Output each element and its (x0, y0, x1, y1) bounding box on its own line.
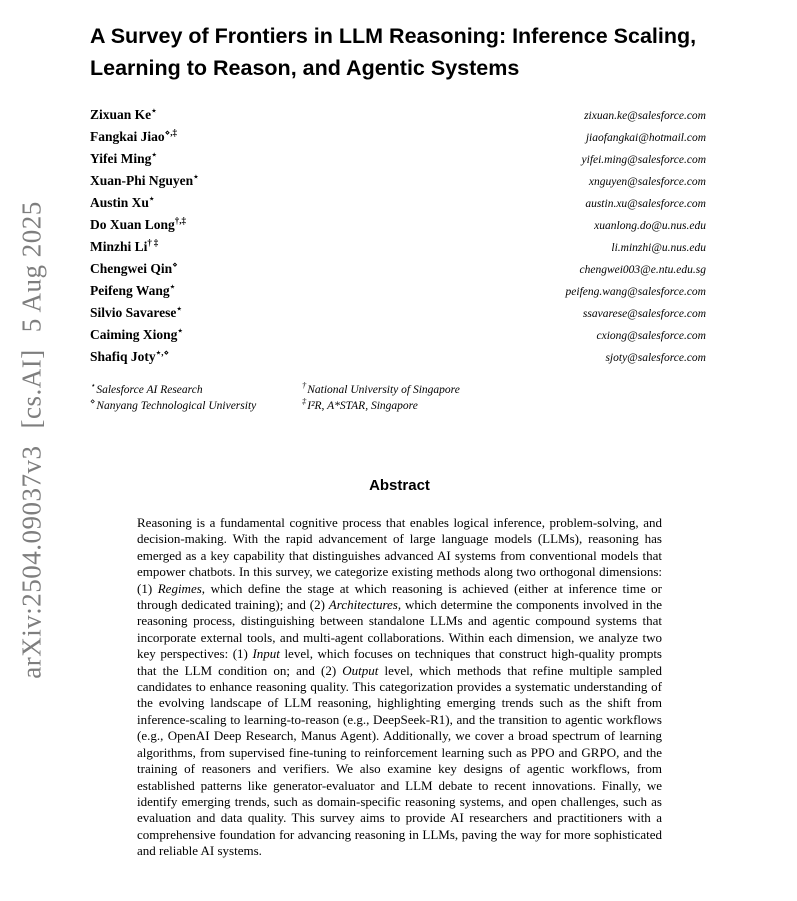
author-email: ssavarese@salesforce.com (582, 308, 706, 320)
author-affiliation-marks: ⋆ (176, 303, 183, 314)
abstract-text (137, 515, 662, 860)
arxiv-watermark (17, 201, 48, 678)
author-name-text: Peifeng Wang (90, 283, 170, 298)
author-affiliation-marks: ⋄ (172, 259, 178, 270)
author-affiliation-marks: ⋆ (169, 281, 176, 292)
author-affiliation-marks: † ‡ (147, 237, 159, 248)
author-name (90, 195, 155, 211)
arxiv-date: 5 Aug 2025 (16, 201, 47, 333)
author-email: li.minzhi@u.nus.edu (611, 242, 706, 254)
abstract-segment: , which define the stage at which reasoning is achieved (either at inference time or through dedicated training); and (2) (137, 580, 662, 613)
affiliation (302, 380, 570, 398)
author-affiliation-marks: ⋆ (151, 105, 157, 116)
author-name-text: Yifei Ming (90, 151, 152, 166)
author-row (90, 173, 706, 195)
affiliation-mark: ‡ (302, 395, 307, 406)
author-email: austin.xu@salesforce.com (585, 198, 706, 210)
affiliation-text: Salesforce AI Research (96, 384, 203, 396)
author-name-text: Austin Xu (90, 195, 149, 210)
author-name (90, 151, 157, 167)
author-affiliation-marks: ⋆ (177, 325, 184, 336)
author-name (90, 217, 186, 233)
author-name (90, 107, 157, 123)
affiliation (90, 380, 302, 398)
author-name-text: Xuan-Phi Nguyen (90, 173, 194, 188)
author-affiliation-marks: ⋆ (148, 193, 155, 204)
author-affiliation-marks: ⋆ (151, 149, 158, 160)
author-email: sjoty@salesforce.com (605, 352, 706, 364)
abstract-segment: level, which focuses on techniques that construct high-quality prompts that the LLM condition on; and (2) (137, 646, 662, 678)
author-row (90, 327, 706, 349)
author-affiliation-marks: ⋆,⋄ (155, 347, 170, 358)
author-email: xuanlong.do@u.nus.edu (594, 220, 706, 232)
author-email: cxiong@salesforce.com (596, 330, 706, 342)
affiliation-mark: † (302, 380, 307, 391)
abstract-segment-italic: Regimes (157, 580, 202, 596)
abstract-segment: level, which methods that refine multiple sampled candidates to enhance reasoning quality. This categorization provides a systematic understanding of the evolving landscape of LLM reasoning, highlighting emerging trends such as the shift from inference-scaling to learning-to-reason (e.g., DeepSeek-R1), and the transition to agentic workflows (e.g., OpenAI Deep Research, Manus Agent). Additionally, we cover a broad spectrum of learning algorithms, from supervised fine-tuning to reinforcement learning such as PPO and GRPO, and the training of reasoners and verifiers. We also examine key designs of agentic workflows, from established patterns like generator-evaluator and LLM debate to recent innovations. Finally, we identify emerging trends, such as domain-specific reasoning systems, and open challenges, such as evaluation and data quality. This survey aims to provide AI researchers and practitioners with a comprehensive foundation for advancing reasoning in LLMs, paving the way for more sophisticated and reliable AI systems. (137, 662, 663, 859)
author-row (90, 217, 706, 239)
abstract-segment-italic: Architectures (328, 597, 398, 613)
author-row (90, 239, 706, 261)
author-affiliation-marks: †,‡ (174, 215, 187, 226)
abstract-segment: Reasoning is a fundamental cognitive process that enables logical inference, problem-solving, and decision-making. With the rapid advancement of large language models (LLMs), reasoning has emerged as a key capability that distinguishes advanced AI systems from conventional models that empower chatbots. In this survey, we categorize existing methods along two orthogonal dimensions: (1) (137, 515, 662, 596)
paper-title: A Survey of Frontiers in LLM Reasoning: Inference Scaling, Learning to Reason, and Agentic Systems (90, 24, 697, 80)
author-name (90, 327, 183, 343)
abstract-heading: Abstract (369, 477, 430, 494)
author-row (90, 261, 706, 283)
author-name (90, 173, 199, 189)
author-name (90, 261, 178, 277)
affiliation-list (90, 380, 570, 413)
author-row (90, 129, 706, 151)
author-row (90, 349, 706, 371)
abstract-segment-italic: Input (252, 646, 280, 662)
author-list (90, 107, 706, 371)
affiliation-mark: ⋆ (90, 380, 96, 391)
author-name-text: Silvio Savarese (90, 305, 177, 320)
author-name-text: Do Xuan Long (90, 217, 175, 232)
affiliation-text: National University of Singapore (307, 384, 460, 396)
author-name (90, 239, 158, 255)
author-name-text: Chengwei Qin (90, 261, 173, 276)
affiliation-mark: ⋄ (90, 395, 96, 406)
author-name-text: Shafiq Joty (90, 349, 156, 364)
author-name-text: Zixuan Ke (90, 107, 152, 122)
author-name-text: Caiming Xiong (90, 327, 178, 342)
affiliation (90, 395, 302, 414)
author-row (90, 283, 706, 305)
author-row (90, 151, 706, 173)
author-affiliation-marks: ⋄,‡ (164, 127, 178, 138)
author-email: chengwei003@e.ntu.edu.sg (579, 264, 706, 276)
author-row (90, 305, 706, 327)
arxiv-category: [cs.AI] (16, 349, 47, 429)
author-row (90, 107, 706, 129)
author-email: peifeng.wang@salesforce.com (565, 286, 706, 298)
author-name (90, 283, 175, 299)
author-email: xnguyen@salesforce.com (588, 176, 706, 188)
affiliation-text: Nanyang Technological University (96, 399, 257, 412)
arxiv-id: arXiv:2504.09037v3 (16, 445, 47, 679)
author-name (90, 129, 177, 145)
affiliation (302, 395, 570, 414)
abstract-segment: , which determine the components involved in the reasoning process, distinguishing between standalone LLMs and agentic compound systems that incorporate external tools, and multi-agent collaborations. Within each dimension, we analyze two key perspectives: (1) (137, 597, 662, 662)
author-row (90, 195, 706, 217)
author-name (90, 349, 169, 365)
abstract-segment-italic: Output (342, 662, 379, 678)
affiliation-text: I²R, A*STAR, Singapore (307, 399, 418, 412)
author-name (90, 305, 182, 321)
author-email: zixuan.ke@salesforce.com (584, 110, 706, 122)
author-email: yifei.ming@salesforce.com (581, 154, 706, 166)
author-email: jiaofangkai@hotmail.com (585, 132, 706, 144)
author-name-text: Fangkai Jiao (90, 129, 165, 144)
author-affiliation-marks: ⋆ (193, 171, 199, 182)
author-name-text: Minzhi Li (90, 239, 148, 254)
